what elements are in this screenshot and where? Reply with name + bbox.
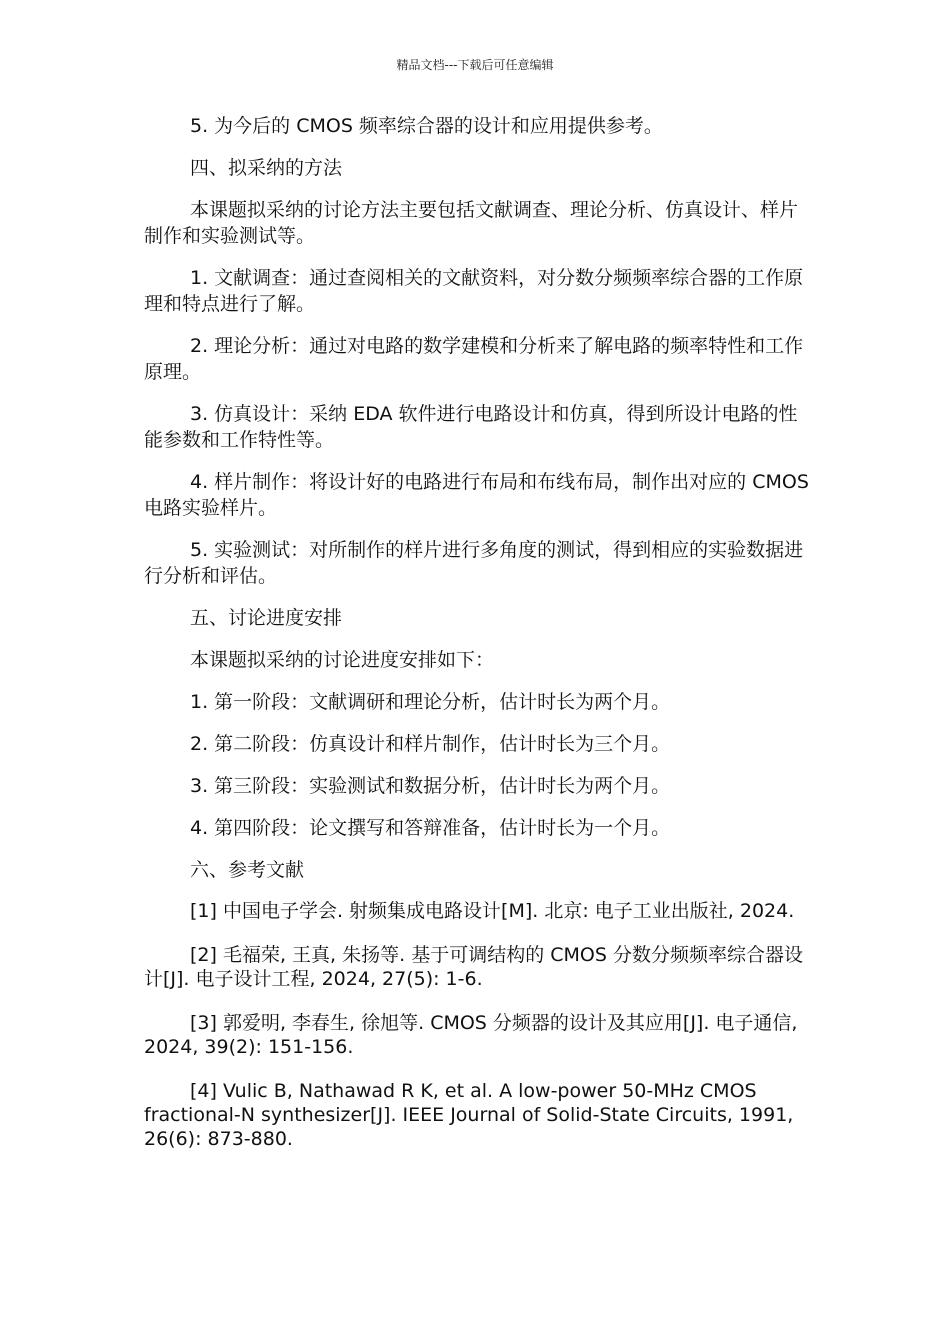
reference-item-4: [4] Vulic B, Nathawad R K, et al. A low-power 50-MHz CMOS fractional-N synthesizer[J]. IEEE Journal of Solid-State Circuits, 1991, 26(6): 873-880. bbox=[144, 1080, 794, 1150]
method-item-1: 1. 文献调查：通过查阅相关的文献资料，对分数分频频率综合器的工作原理和特点进行了解。 bbox=[144, 267, 804, 315]
reference-item-2: [2] 毛福荣, 王真, 朱扬等. 基于可调结构的 CMOS 分数分频频率综合器设计[J]. 电子设计工程, 2024, 27(5): 1-6. bbox=[144, 944, 803, 990]
goal-item-5: 5. 为今后的 CMOS 频率综合器的设计和应用提供参考。 bbox=[190, 115, 663, 137]
method-item-5: 5. 实验测试：对所制作的样片进行多角度的测试，得到相应的实验数据进行分析和评估。 bbox=[144, 539, 804, 587]
schedule-item-3: 3. 第三阶段：实验测试和数据分析，估计时长为两个月。 bbox=[190, 775, 671, 797]
section-heading-methods: 四、拟采纳的方法 bbox=[190, 157, 343, 179]
section-heading-schedule: 五、讨论进度安排 bbox=[190, 607, 343, 629]
method-item-4: 4. 样片制作：将设计好的电路进行布局和布线布局，制作出对应的 CMOS 电路实验样片。 bbox=[144, 471, 809, 519]
reference-item-3: [3] 郭爱明, 李春生, 徐旭等. CMOS 分频器的设计及其应用[J]. 电子通信, 2024, 39(2): 151-156. bbox=[144, 1012, 798, 1058]
section-heading-references: 六、参考文献 bbox=[190, 859, 305, 881]
document-body bbox=[144, 113, 809, 1171]
schedule-intro: 本课题拟采纳的讨论进度安排如下： bbox=[190, 649, 495, 671]
page-header: 精品文档---下载后可任意编辑 bbox=[396, 58, 554, 72]
methods-intro: 本课题拟采纳的讨论方法主要包括文献调查、理论分析、仿真设计、样片制作和实验测试等。 bbox=[144, 199, 799, 247]
method-item-2: 2. 理论分析：通过对电路的数学建模和分析来了解电路的频率特性和工作原理。 bbox=[144, 335, 804, 383]
schedule-item-2: 2. 第二阶段：仿真设计和样片制作，估计时长为三个月。 bbox=[190, 733, 671, 755]
schedule-item-4: 4. 第四阶段：论文撰写和答辩准备，估计时长为一个月。 bbox=[190, 817, 671, 839]
reference-item-1: [1] 中国电子学会. 射频集成电路设计[M]. 北京: 电子工业出版社, 2024. bbox=[190, 900, 795, 922]
schedule-item-1: 1. 第一阶段：文献调研和理论分析，估计时长为两个月。 bbox=[190, 691, 671, 713]
method-item-3: 3. 仿真设计：采纳 EDA 软件进行电路设计和仿真，得到所设计电路的性能参数和工作特性等。 bbox=[144, 403, 798, 451]
